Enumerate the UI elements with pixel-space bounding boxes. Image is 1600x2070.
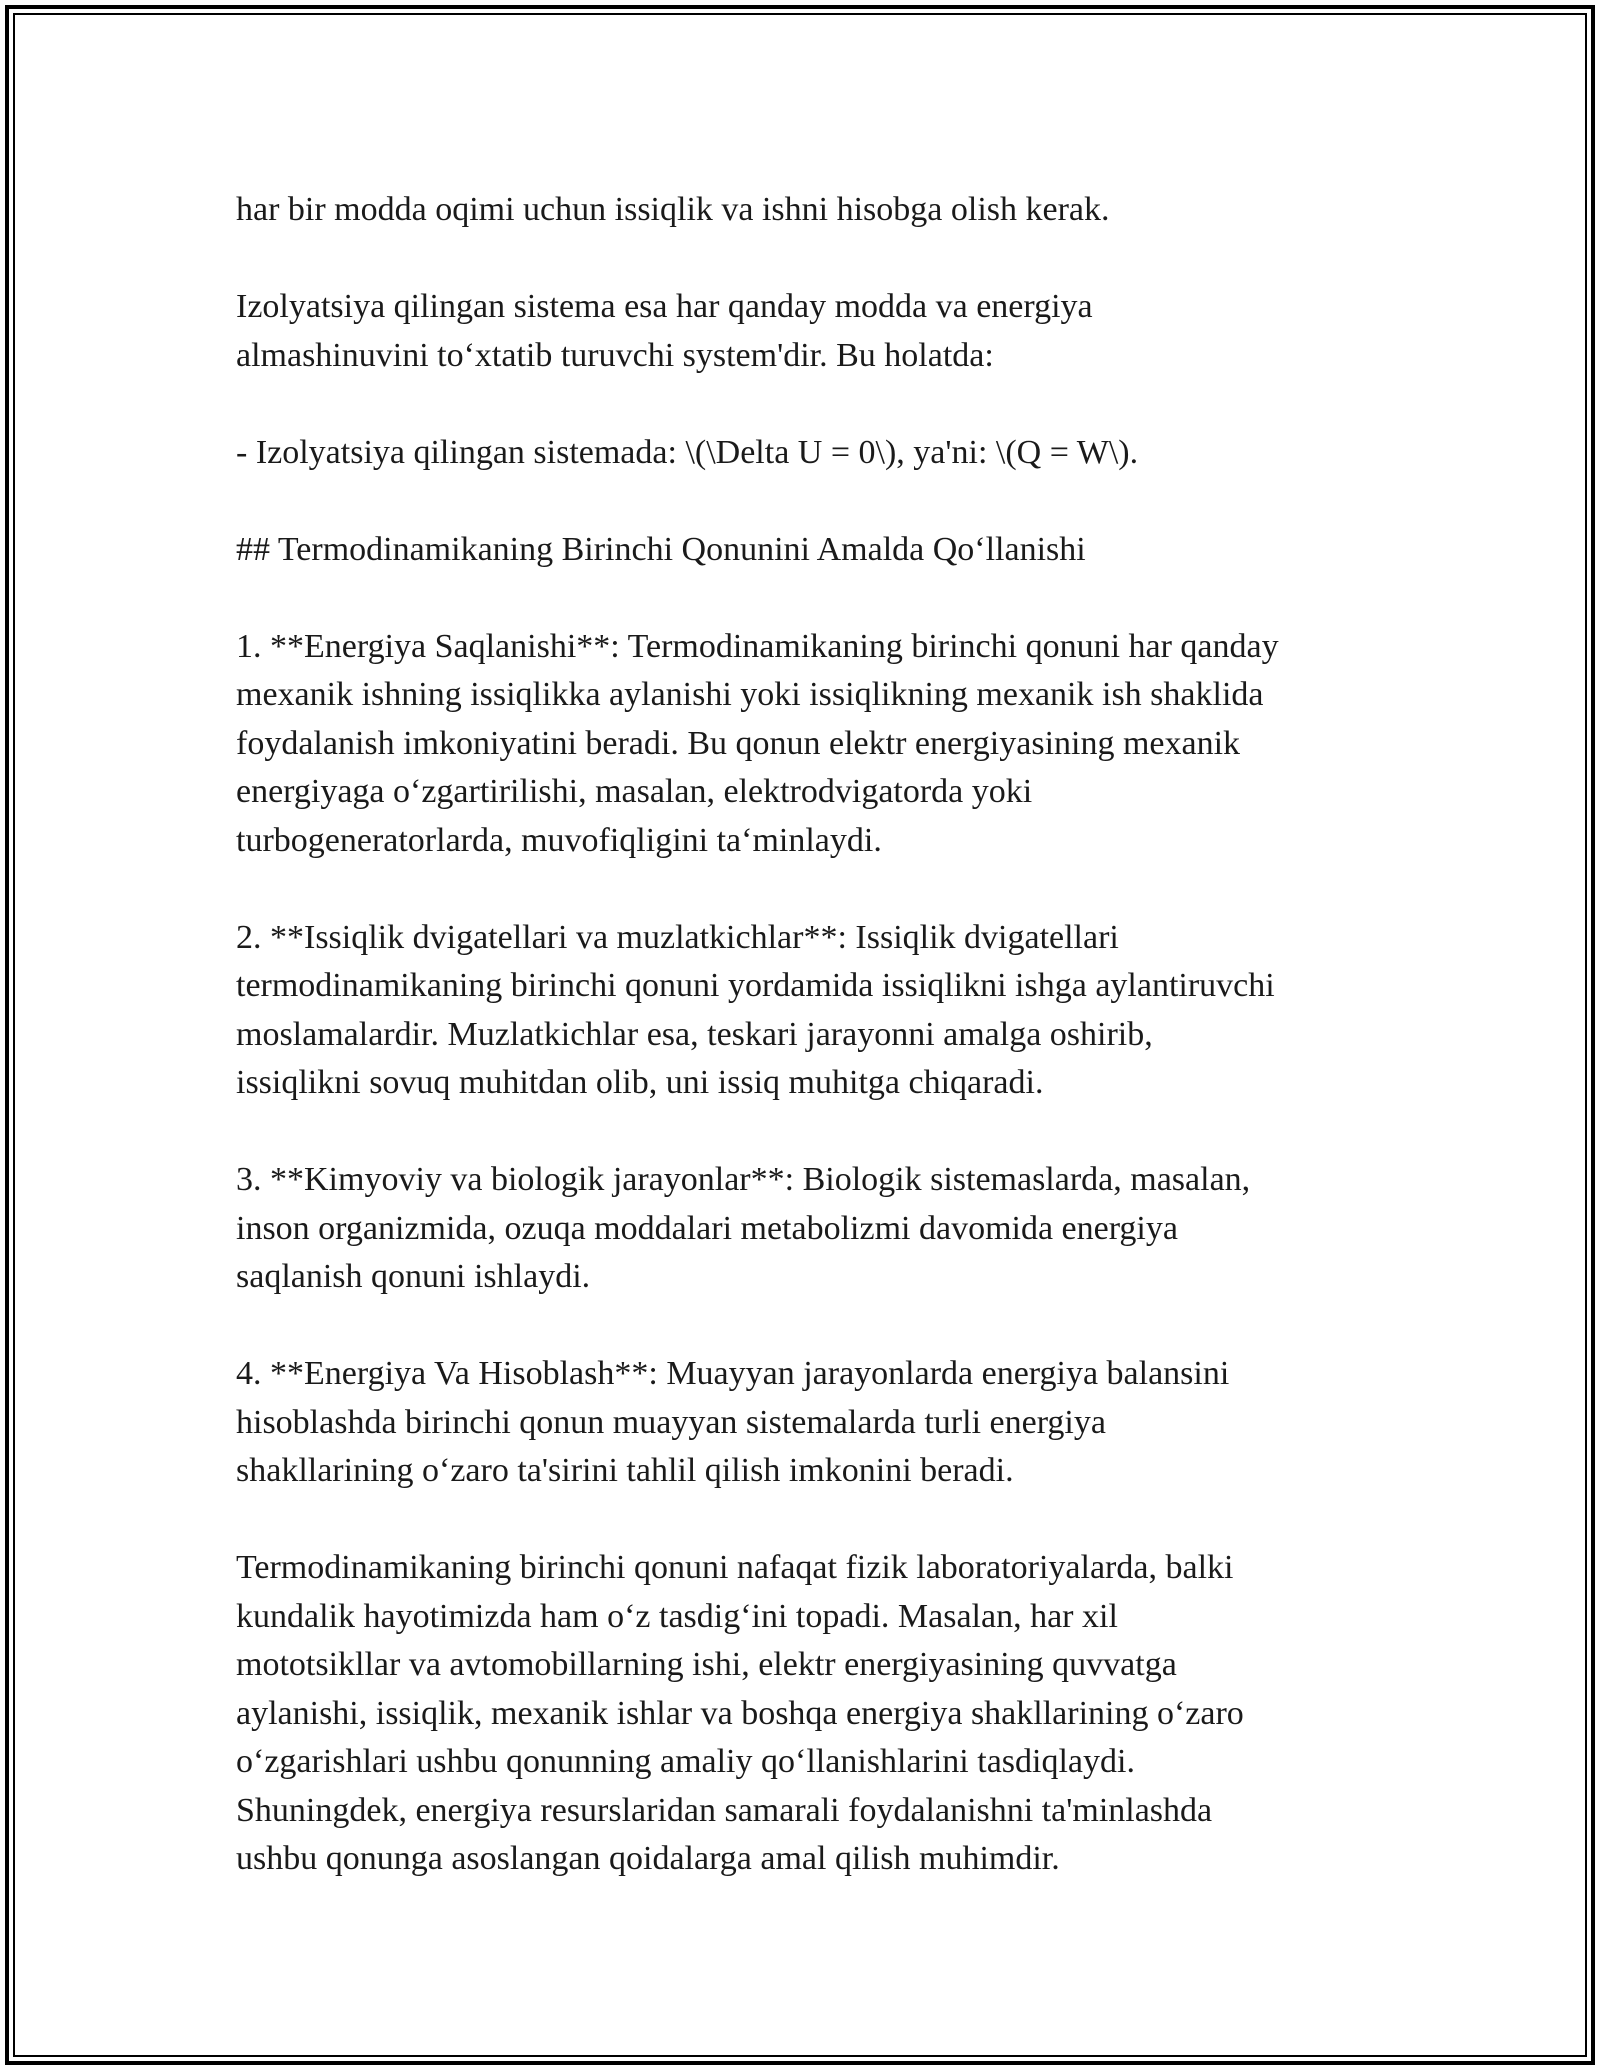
paragraph-intro-continuation	[236, 186, 1386, 235]
text-line: 3. **Kimyoviy va biologik jarayonlar**: Biologik sistemaslarda, masalan,	[236, 1161, 1251, 1198]
text-line: termodinamikaning birinchi qonuni yordamida issiqlikni ishga aylantiruvchi	[236, 967, 1275, 1004]
list-item-2	[236, 914, 1386, 1108]
document-body	[236, 186, 1386, 1932]
text-line: 2. **Issiqlik dvigatellari va muzlatkichlar**: Issiqlik dvigatellari	[236, 918, 1119, 956]
text-line: Izolyatsiya qilingan sistema esa har qanday modda va energiya	[236, 288, 1093, 325]
text-line: ## Termodinamikaning Birinchi Qonunini Amalda Qo‘llanishi	[236, 530, 1086, 568]
text-line: almashinuvini to‘xtatib turuvchi system'dir. Bu holatda:	[236, 336, 994, 374]
paragraph-isolated-system	[236, 283, 1386, 380]
text-line: Termodinamikaning birinchi qonuni nafaqat fizik laboratoriyalarda, balki	[236, 1549, 1234, 1586]
list-item-1	[236, 623, 1386, 866]
list-item-4	[236, 1350, 1386, 1496]
text-line: moslamalardir. Muzlatkichlar esa, teskari jarayonni amalga oshirib,	[236, 1015, 1153, 1053]
text-line: mexanik ishning issiqlikka aylanishi yoki issiqlikning mexanik ish shaklida	[236, 676, 1264, 713]
text-line: inson organizmida, ozuqa moddalari metabolizmi davomida energiya	[236, 1209, 1178, 1247]
text-line: turbogeneratorlarda, muvofiqligini ta‘minlaydi.	[236, 821, 882, 859]
text-line: - Izolyatsiya qilingan sistemada: \(\Delta U = 0\), ya'ni: \(Q = W\).	[236, 433, 1139, 471]
section-heading	[236, 526, 1386, 575]
text-line: 4. **Energiya Va Hisoblash**: Muayyan jarayonlarda energiya balansini	[236, 1355, 1230, 1392]
text-line: shakllarining o‘zaro ta'sirini tahlil qilish imkonini beradi.	[236, 1452, 1014, 1489]
text-line: o‘zgarishlari ushbu qonunning amaliy qo‘llanishlarini tasdiqlaydi.	[236, 1743, 1135, 1780]
text-line: ushbu qonunga asoslangan qoidalarga amal qilish muhimdir.	[236, 1840, 1060, 1877]
text-line: energiyaga o‘zgartirilishi, masalan, elektrodvigatorda yoki	[236, 773, 1033, 810]
text-line: kundalik hayotimizda ham o‘z tasdig‘ini topadi. Masalan, har xil	[236, 1597, 1118, 1635]
text-line: saqlanish qonuni ishlaydi.	[236, 1258, 591, 1295]
text-line: har bir modda oqimi uchun issiqlik va ishni hisobga olish kerak.	[236, 191, 1110, 228]
text-line: foydalanish imkoniyatini beradi. Bu qonun elektr energiyasining mexanik	[236, 724, 1241, 762]
text-line: hisoblashda birinchi qonun muayyan sistemalarda turli energiya	[236, 1403, 1106, 1441]
text-line: aylanishi, issiqlik, mexanik ishlar va boshqa energiya shakllarining o‘zaro	[236, 1694, 1244, 1732]
paragraph-isolated-formula	[236, 429, 1386, 478]
text-line: 1. **Energiya Saqlanishi**: Termodinamikaning birinchi qonuni har qanday	[236, 627, 1279, 665]
text-line: Shuningdek, energiya resurslaridan samarali foydalanishni ta'minlashda	[236, 1791, 1213, 1829]
list-item-3	[236, 1156, 1386, 1302]
paragraph-conclusion	[236, 1544, 1386, 1884]
text-line: issiqlikni sovuq muhitdan olib, uni issiq muhitga chiqaradi.	[236, 1064, 1044, 1101]
text-line: mototsikllar va avtomobillarning ishi, elektr energiyasining quvvatga	[236, 1646, 1177, 1683]
